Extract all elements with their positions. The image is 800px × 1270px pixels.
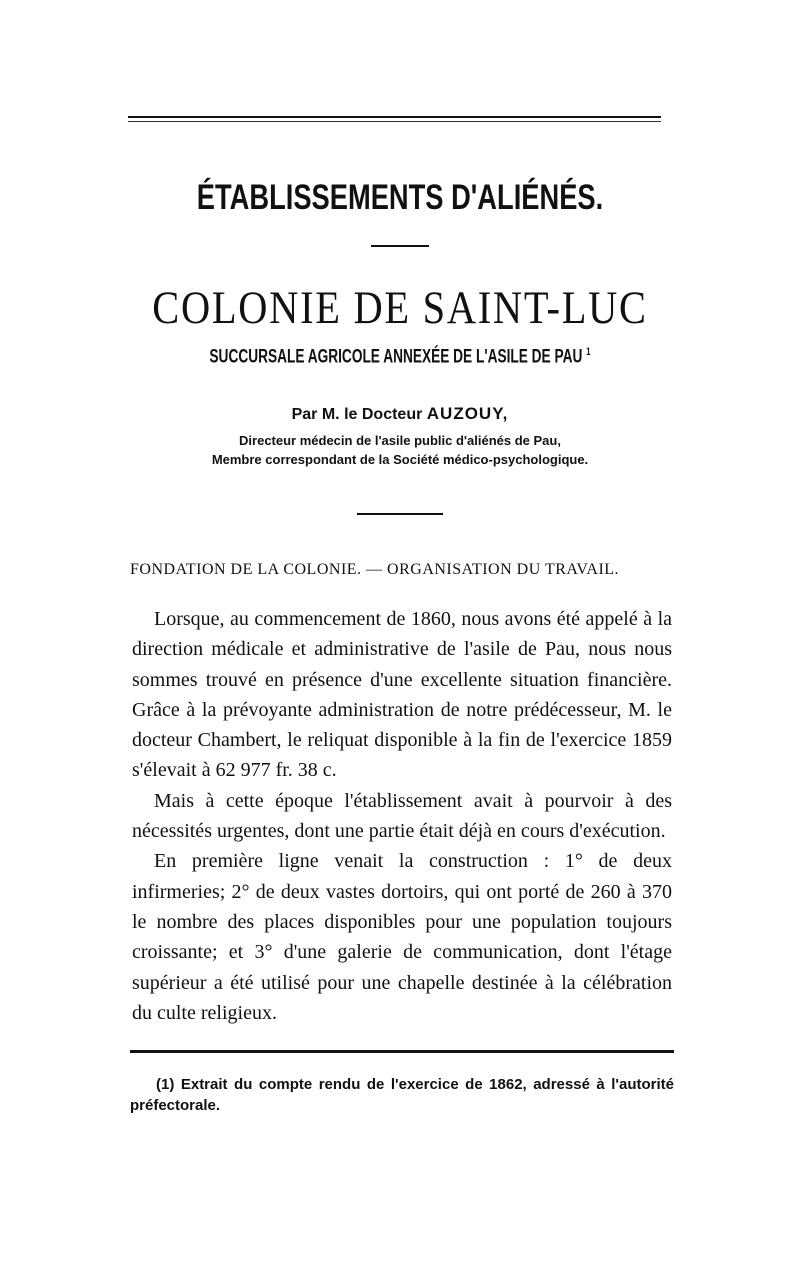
author-prefix: Par M. le Docteur bbox=[291, 406, 423, 423]
author-role-1: Directeur médecin de l'asile public d'aliénés de Pau, bbox=[239, 433, 561, 448]
paragraph-2: Mais à cette époque l'établissement avait à pourvoir à des nécessités urgentes, dont une partie était déjà en cours d'exécution. bbox=[132, 789, 672, 843]
paragraph-3: En première ligne venait la construction : 1° de deux infirmeries; 2° de deux vastes dortoirs, qui ont porté de 260 à 370 le nombre des places disponibles pour une population toujours croissante; et 3° d'une galerie de communication, dont l'étage supérieur a été utilisé pour une chapelle destinée à la célébration du culte religieux. bbox=[132, 850, 672, 1024]
author-divider bbox=[357, 513, 443, 515]
top-rule bbox=[128, 116, 661, 118]
title-divider bbox=[371, 245, 429, 247]
author-name: AUZOUY, bbox=[426, 404, 509, 423]
annex-text: SUCCURSALE AGRICOLE ANNEXÉE DE L'ASILE DE PAU bbox=[209, 346, 583, 368]
body-text bbox=[132, 604, 672, 1028]
footnote-text: Extrait du compte rendu de l'exercice de 1862, adressé à l'autorité préfectorale. bbox=[130, 1076, 674, 1114]
annex-line bbox=[112, 346, 688, 368]
paragraph-1: Lorsque, au commencement de 1860, nous avons été appelé à la direction médicale et administrative de l'asile de Pau, nous nous sommes trouvé en présence d'une excellente situation financière. Grâce à la prévoyante administration de notre prédécesseur, M. le docteur Chambert, le reliquat disponible à la fin de l'exercice 1859 s'élevait à 62 977 fr. 38 c. bbox=[132, 608, 672, 782]
footnote-number: (1) bbox=[156, 1076, 175, 1093]
section-heading: FONDATION DE LA COLONIE. — ORGANISATION DU TRAVAIL. bbox=[130, 561, 620, 578]
subtitle: COLONIE DE SAINT-LUC bbox=[152, 282, 648, 334]
footnote bbox=[130, 1074, 674, 1116]
annex-footnote-marker: 1 bbox=[586, 346, 591, 358]
main-title: ÉTABLISSEMENTS D'ALIÉNÉS. bbox=[196, 178, 604, 217]
footnote-rule bbox=[130, 1050, 674, 1053]
author-line bbox=[0, 404, 800, 424]
author-role-2: Membre correspondant de la Société médico-psychologique. bbox=[211, 452, 589, 467]
